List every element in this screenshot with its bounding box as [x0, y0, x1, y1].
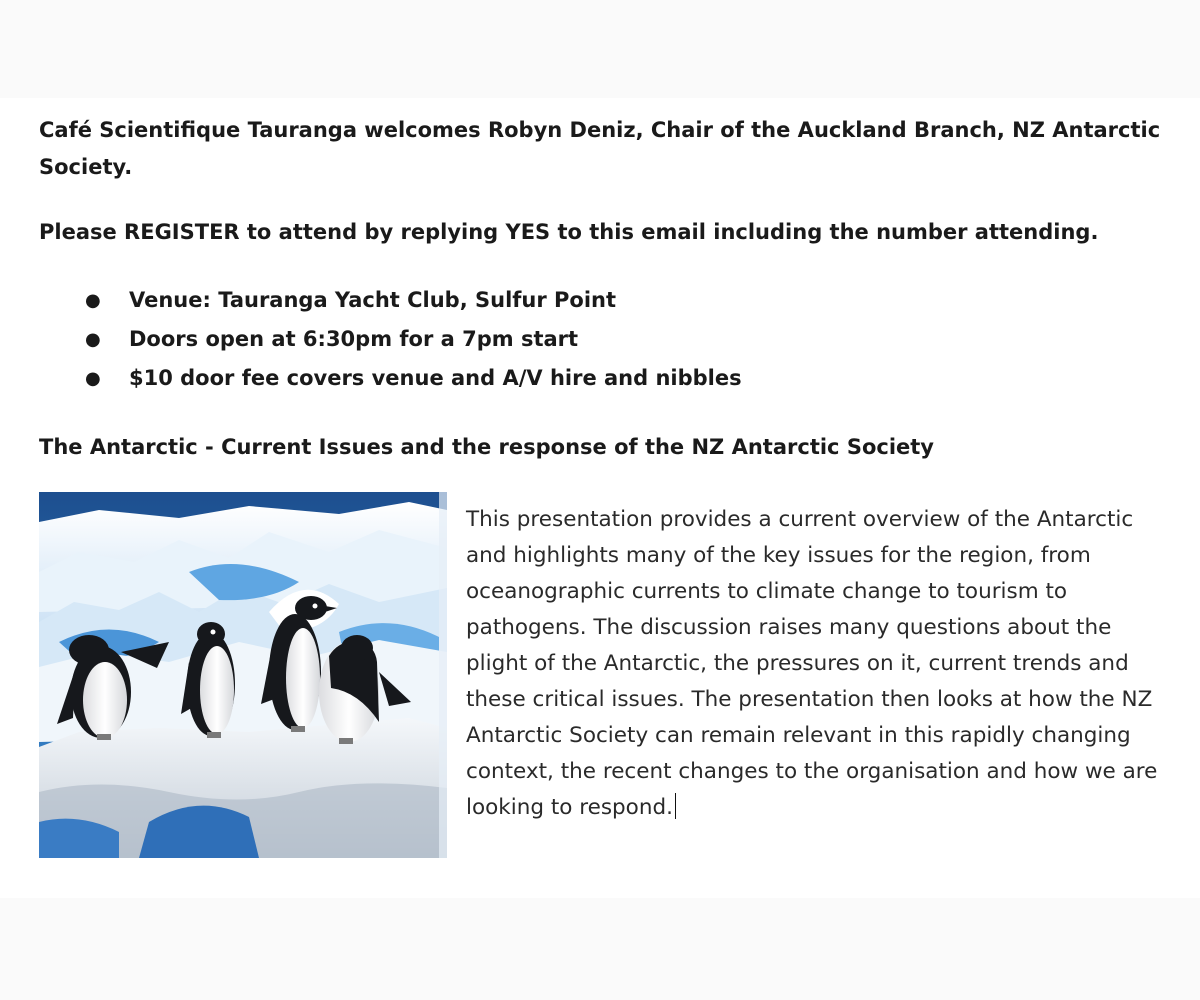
list-item-fee: ● $10 door fee covers venue and A/V hire and nibbles: [129, 359, 1169, 398]
talk-title: The Antarctic - Current Issues and the response of the NZ Antarctic Society: [39, 435, 934, 459]
talk-section: [39, 492, 1169, 862]
list-item-doors: ● Doors open at 6:30pm for a 7pm start: [129, 320, 1169, 359]
text-cursor: [675, 793, 676, 819]
document-page: [0, 98, 1200, 898]
event-details-list: [39, 281, 1169, 398]
intro-paragraph: Café Scientifique Tauranga welcomes Robyn Deniz, Chair of the Auckland Branch, NZ Antarctic Society.: [39, 118, 1161, 179]
register-paragraph: Please REGISTER to attend by replying YES to this email including the number attending.: [39, 220, 1099, 244]
bullet-icon: ●: [85, 368, 101, 389]
penguins-photo[interactable]: [39, 492, 447, 858]
bullet-icon: ●: [85, 329, 101, 350]
talk-abstract: This presentation provides a current overview of the Antarctic and highlights many of the key issues for the region, from oceanographic currents to climate change to tourism to pathogens. The discussion raises many questions about the plight of the Antarctic, the pressures on it, current trends and these critical issues. The presentation then looks at how the NZ Antarctic Society can remain relevant in this rapidly changing context, the recent changes to the organisation and how we are looking to respond.: [466, 507, 1158, 820]
list-item-venue: ● Venue: Tauranga Yacht Club, Sulfur Point: [129, 281, 1169, 320]
document-body: [39, 112, 1169, 862]
bullet-icon: ●: [85, 290, 101, 311]
